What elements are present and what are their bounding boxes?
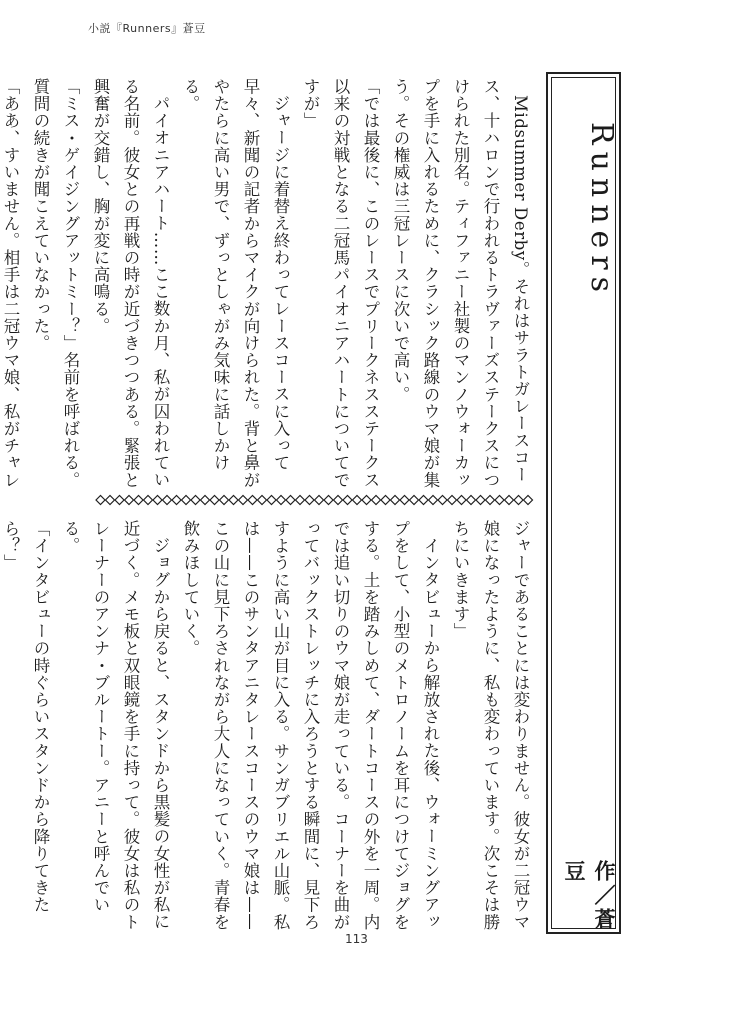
divider-diamond (229, 496, 238, 505)
divider-diamond (524, 496, 533, 505)
divider-diamond (191, 496, 200, 505)
divider-diamond (210, 496, 219, 505)
divider-diamond (381, 496, 390, 505)
upper-text-block (1, 78, 535, 490)
divider-diamond (96, 496, 105, 505)
divider-diamond (115, 496, 124, 505)
divider-diamond (429, 496, 438, 505)
divider-diamond (343, 496, 352, 505)
divider-diamond (248, 496, 257, 505)
divider-diamond (353, 496, 362, 505)
paragraph-derby: Midsummer Derby。それはサラトガレースコース、十ハロンで行われるトラヴァーズステークスにつけられた別名。ティファニー社製のマンノウォーカップを手に入れるために、クラシック路線のウマ娘が集う。その権威は三冠レースに次いで高い。 (391, 78, 530, 489)
divider-diamond (163, 496, 172, 505)
divider-diamond (286, 496, 295, 505)
divider-diamond (467, 496, 476, 505)
paragraph-reporter: ジャージに着替え終わってレースコースに入って早々、新聞の記者からマイクが向けられた。背と鼻がやたらに高い男で、ずっとしゃがみ気味に話しかける。 (181, 78, 290, 489)
paragraph-trainer: ジョグから戻ると、スタンドから黒髪の女性が私に近づく。メモ板と双眼鏡を手に持って。彼女は私のトレーナーのアンナ・ブルートー。アニーと呼んでいる。 (61, 520, 170, 931)
divider-diamond (220, 496, 229, 505)
paragraph-name-called: 「ミス・ゲイジングアットミー？」名前を呼ばれる。質問の続きが聞こえていなかった。 (31, 78, 80, 489)
divider-diamond (486, 496, 495, 505)
paragraph-jog: インタビューから解放された後、ウォーミングアップをして、小型のメトロノームを耳につけてジョグをする。土を踏みしめて、ダートコースの外を一周。内では追い切りのウマ娘が走っている。コーナーを曲がってバックストレッチに入ろうとする瞬間に、見下ろすように高い山が目に入る。サンガブリエル山脈。私は——このサンタアニタレースコースのウマ娘は——この山に見下ろされながら大人になっていく。青春を飲みほしていく。 (181, 520, 440, 931)
divider-diamond (153, 496, 162, 505)
page-number: 113 (345, 932, 368, 946)
paragraph-trainer-question: 「インタビューの時ぐらいスタンドから降りてきたら？」 (1, 520, 50, 914)
divider-diamond (438, 496, 447, 505)
divider-diamond (362, 496, 371, 505)
divider-diamond (125, 496, 134, 505)
divider-diamond (239, 496, 248, 505)
divider-diamond (419, 496, 428, 505)
divider-diamond (258, 496, 267, 505)
divider-diamond (106, 496, 115, 505)
divider-diamond (324, 496, 333, 505)
divider-diamond (476, 496, 485, 505)
divider-diamond (372, 496, 381, 505)
divider-diamond (182, 496, 191, 505)
divider-diamond (334, 496, 343, 505)
divider-diamond (410, 496, 419, 505)
divider-diamond (448, 496, 457, 505)
divider-diamond (514, 496, 523, 505)
divider-diamond (391, 496, 400, 505)
lower-text-block (1, 520, 535, 932)
divider-diamond (134, 496, 143, 505)
divider-diamond (144, 496, 153, 505)
divider-diamond (201, 496, 210, 505)
paragraph-reporter-question: 「では最後に、このレースでプリークネスステークス以来の対戦となる二冠馬パイオニアハートについてですが」 (301, 78, 380, 489)
title-box (546, 72, 621, 934)
divider-diamond (277, 496, 286, 505)
divider-diamond (457, 496, 466, 505)
section-divider (94, 494, 540, 506)
divider-diamond (505, 496, 514, 505)
author-byline: 作／蒼豆 (562, 860, 617, 932)
divider-diamond (495, 496, 504, 505)
paragraph-reply-end: ジャーであることには変わりません。彼女が二冠ウマ娘になったように、私も変わっています。次こそは勝ちにいきます」 (451, 520, 530, 931)
story-title: Runners (584, 122, 619, 300)
running-head: 小説『Runners』蒼豆 (88, 22, 206, 35)
divider-diamond (305, 496, 314, 505)
paragraph-reply-start: 「ああ、すいません。相手は二冠ウマ娘、私がチャレ (1, 78, 20, 489)
divider-diamond (400, 496, 409, 505)
divider-diamond (296, 496, 305, 505)
divider-diamond (267, 496, 276, 505)
divider-diamond (172, 496, 181, 505)
divider-diamond (315, 496, 324, 505)
paragraph-pioneer-heart: パイオニアハート……ここ数か月、私が囚われている名前。彼女との再戦の時が近づきつつある。緊張と興奮が交錯し、胸が変に高鳴る。 (91, 78, 170, 489)
